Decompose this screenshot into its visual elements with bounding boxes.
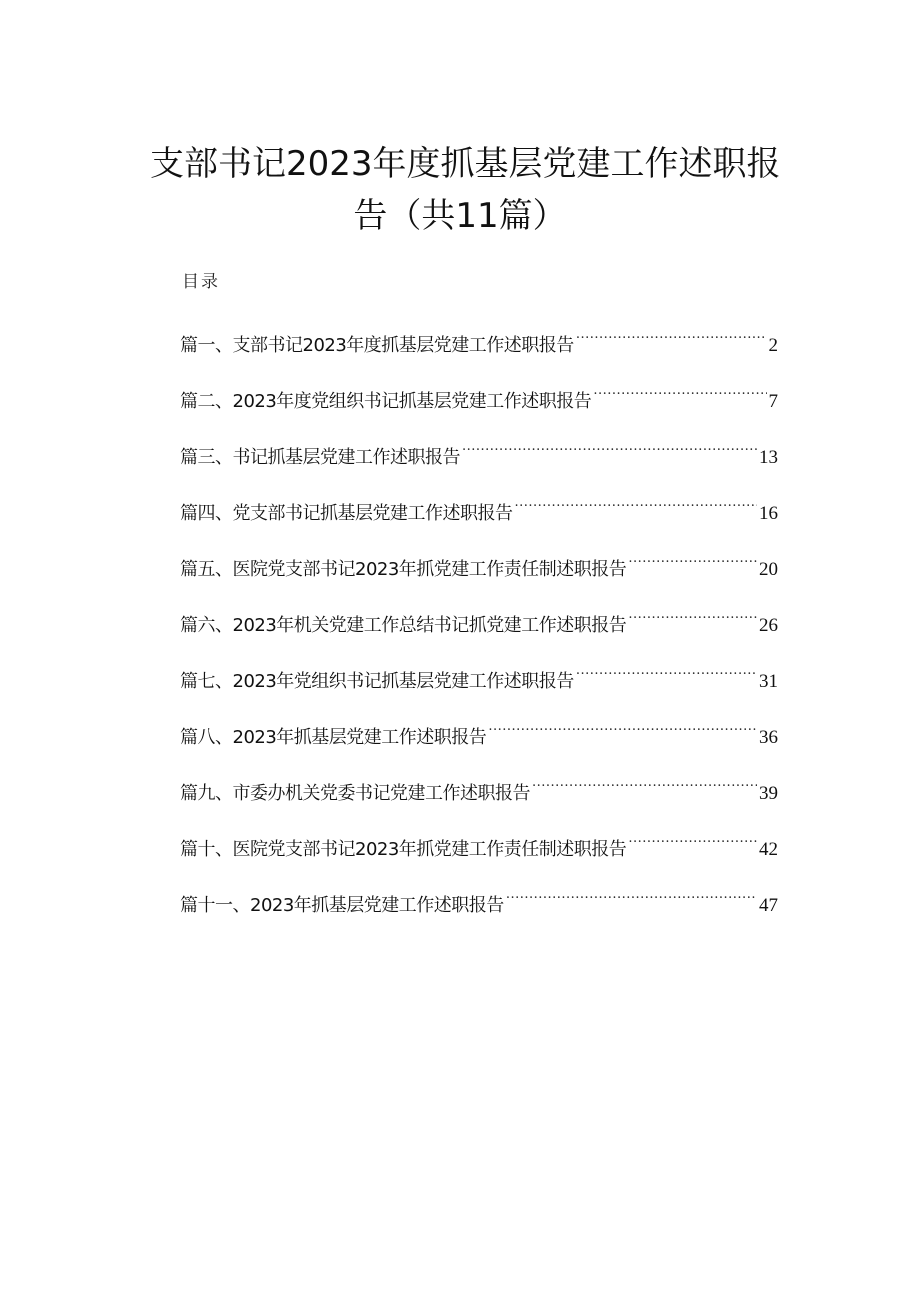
toc-entry-6[interactable] — [180, 603, 778, 659]
toc-entry-label: 篇五、医院党支部书记2023年抓党建工作责任制述职报告 — [180, 559, 627, 580]
toc-dot-leader — [576, 659, 757, 687]
title-line-1: 支部书记2023年度抓基层党建工作述职报 — [150, 144, 781, 184]
toc-page-number: 13 — [759, 447, 778, 468]
toc-entry-label: 篇十、医院党支部书记2023年抓党建工作责任制述职报告 — [180, 839, 627, 860]
toc-dot-leader — [515, 491, 758, 519]
toc-page-number: 2 — [768, 335, 778, 356]
document-title — [150, 138, 781, 242]
toc-dot-leader — [506, 883, 757, 911]
toc-entry-4[interactable] — [180, 491, 778, 547]
toc-page-number: 36 — [759, 727, 778, 748]
toc-entry-label: 篇九、市委办机关党委书记党建工作述职报告 — [180, 783, 530, 804]
toc-page-number: 42 — [759, 839, 778, 860]
toc-entry-label: 篇一、支部书记2023年度抓基层党建工作述职报告 — [180, 335, 574, 356]
toc-page-number: 16 — [759, 503, 778, 524]
toc-page-number: 39 — [759, 783, 778, 804]
toc-entry-10[interactable] — [180, 827, 778, 883]
toc-entry-label: 篇四、党支部书记抓基层党建工作述职报告 — [180, 503, 513, 524]
toc-entry-label: 篇六、2023年机关党建工作总结书记抓党建工作述职报告 — [180, 615, 627, 636]
toc-entry-label: 篇三、书记抓基层党建工作述职报告 — [180, 447, 460, 468]
toc-page-number: 26 — [759, 615, 778, 636]
toc-heading: 目录 — [182, 272, 220, 292]
toc-entry-3[interactable] — [180, 435, 778, 491]
toc-entry-label: 篇十一、2023年抓基层党建工作述职报告 — [180, 895, 504, 916]
toc-page-number: 7 — [768, 391, 778, 412]
toc-entry-label: 篇七、2023年党组织书记抓基层党建工作述职报告 — [180, 671, 574, 692]
toc-page-number: 20 — [759, 559, 778, 580]
toc-dot-leader — [628, 603, 757, 631]
toc-dot-leader — [628, 547, 757, 575]
toc-entry-9[interactable] — [180, 771, 778, 827]
toc-dot-leader — [593, 379, 766, 407]
table-of-contents — [180, 323, 778, 939]
toc-page-number: 47 — [759, 895, 778, 916]
toc-dot-leader — [532, 771, 757, 799]
toc-dot-leader — [628, 827, 757, 855]
toc-dot-leader — [576, 323, 767, 351]
toc-entry-11[interactable] — [180, 883, 778, 939]
toc-entry-5[interactable] — [180, 547, 778, 603]
toc-entry-label: 篇八、2023年抓基层党建工作述职报告 — [180, 727, 487, 748]
toc-entry-2[interactable] — [180, 379, 778, 435]
toc-entry-7[interactable] — [180, 659, 778, 715]
toc-dot-leader — [462, 435, 757, 463]
toc-entry-8[interactable] — [180, 715, 778, 771]
toc-entry-1[interactable] — [180, 323, 778, 379]
toc-entry-label: 篇二、2023年度党组织书记抓基层党建工作述职报告 — [180, 391, 592, 412]
toc-page-number: 31 — [759, 671, 778, 692]
toc-dot-leader — [488, 715, 757, 743]
title-line-2: 告（共11篇） — [353, 196, 567, 236]
